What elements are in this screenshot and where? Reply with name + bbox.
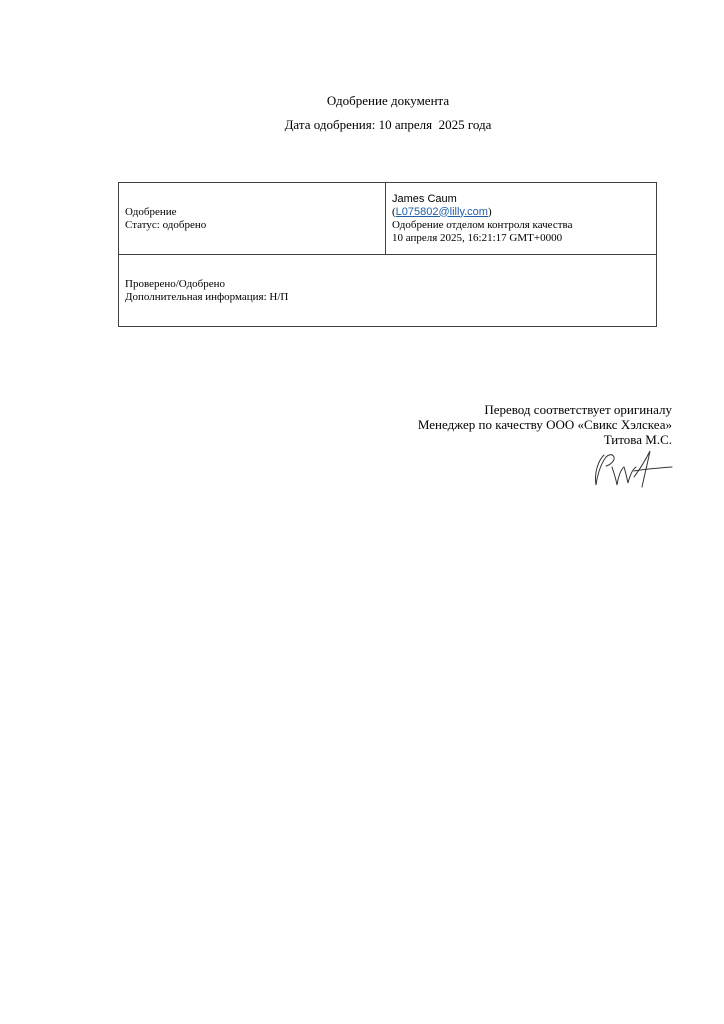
approval-table: [118, 182, 657, 327]
approver-name: James Caum: [392, 192, 457, 205]
certification-statement: Перевод соответствует оригиналу: [484, 402, 672, 417]
approval-label: Одобрение: [125, 205, 177, 218]
email-close-paren: ): [487, 205, 492, 218]
signature-image: [590, 447, 674, 489]
additional-info: Дополнительная информация: Н/П: [125, 290, 289, 303]
approval-status-cell: [119, 183, 386, 255]
approver-email-line: [392, 206, 650, 219]
approval-date: Дата одобрения: 10 апреля 2025 года: [284, 117, 492, 132]
approver-email-link[interactable]: L075802@lilly.com: [395, 205, 488, 218]
verification-status: Проверено/Одобрено: [125, 277, 226, 290]
approver-details-cell: [386, 183, 657, 255]
email-open-paren: (: [392, 205, 396, 218]
certifier-position: Менеджер по качеству ООО «Свикс Хэлскеа»: [417, 417, 672, 432]
approval-datetime: 10 апреля 2025, 16:21:17 GMT+0000: [392, 231, 563, 244]
certifier-name: Титова М.С.: [603, 432, 672, 447]
table-row: [119, 255, 657, 327]
translation-certification: [418, 402, 672, 447]
document-title: Одобрение документа: [326, 93, 450, 108]
approver-department: Одобрение отделом контроля качества: [392, 218, 573, 231]
verification-cell: [119, 255, 657, 327]
approval-status: Статус: одобрено: [125, 218, 207, 231]
table-row: [119, 183, 657, 255]
